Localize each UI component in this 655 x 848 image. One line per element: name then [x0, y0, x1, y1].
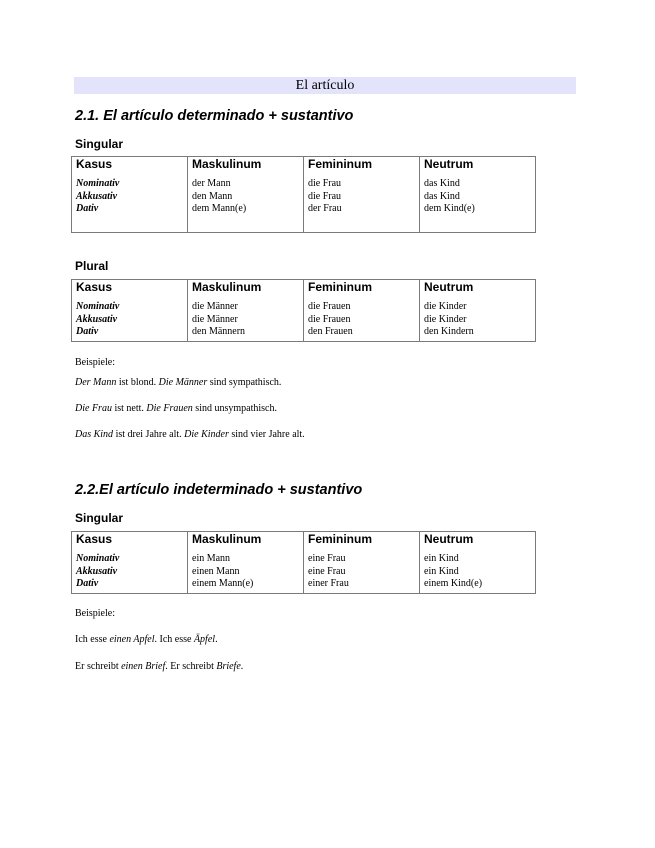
table-cell: eine Frau — [308, 553, 346, 564]
table-cell: den Männern — [192, 326, 246, 337]
neuter-column — [420, 295, 536, 342]
masculine-column — [188, 547, 304, 594]
column-header: Femininum — [304, 532, 420, 548]
masculine-column — [188, 172, 304, 233]
example-sentence — [75, 428, 305, 441]
table-cell: den Frauen — [308, 326, 353, 337]
declension-table — [71, 279, 536, 342]
example-text: ist drei Jahre alt. — [113, 429, 185, 440]
column-header: Neutrum — [420, 280, 536, 296]
table-cell: einen Mann — [192, 565, 240, 577]
example-sentence — [75, 633, 218, 646]
declension-table — [71, 531, 536, 594]
example-emphasis: Äpfel — [193, 634, 216, 645]
example-text: . — [215, 634, 218, 645]
example-text: sind vier Jahre alt. — [228, 429, 305, 440]
column-header: Kasus — [72, 532, 188, 548]
column-header: Maskulinum — [188, 532, 304, 548]
examples-label: Beispiele: — [75, 608, 115, 619]
case-label: Akkusativ — [76, 190, 118, 202]
table-cell: das Kind — [424, 178, 460, 189]
subsection-label: Singular — [75, 511, 124, 525]
table-cell: die Kinder — [424, 301, 467, 312]
example-emphasis: Die Frauen — [146, 403, 193, 414]
case-label: Dativ — [76, 578, 99, 589]
table-cell: die Kinder — [424, 313, 467, 325]
table-cell: die Frauen — [308, 313, 351, 325]
example-text: sind sympathisch. — [207, 377, 282, 388]
example-text: sind unsympathisch. — [192, 403, 277, 414]
table-cell: ein Mann — [192, 553, 231, 564]
case-label: Akkusativ — [76, 313, 118, 325]
example-emphasis: einen Brief — [121, 661, 166, 672]
subsection-label: Singular — [75, 137, 124, 151]
case-label: Akkusativ — [76, 565, 118, 577]
section-heading: 2.2.El artículo indeterminado + sustantivo — [75, 482, 363, 498]
feminine-column — [304, 295, 420, 342]
example-emphasis: Der Mann — [75, 377, 117, 388]
table-cell: der Frau — [308, 203, 342, 214]
declension-table — [71, 156, 536, 233]
example-sentence — [75, 402, 277, 415]
feminine-column — [304, 547, 420, 594]
column-header: Kasus — [72, 280, 188, 296]
column-header: Neutrum — [420, 532, 536, 548]
column-header: Kasus — [72, 157, 188, 173]
example-emphasis: Das Kind — [75, 429, 114, 440]
table-cell: dem Kind(e) — [424, 203, 475, 214]
example-sentence — [75, 660, 243, 673]
example-text: . Er schreibt — [165, 661, 217, 672]
feminine-column — [304, 172, 420, 233]
case-column — [72, 295, 188, 342]
table-cell: ein Kind — [424, 553, 459, 564]
table-cell: eine Frau — [308, 565, 346, 577]
page-title: El artículo — [74, 77, 576, 94]
example-emphasis: einen Apfel — [109, 634, 155, 645]
table-cell: einem Mann(e) — [192, 578, 254, 589]
example-text: Ich esse — [75, 634, 110, 645]
section-heading: 2.1. El artículo determinado + sustantivo — [75, 108, 354, 124]
case-label: Dativ — [76, 203, 99, 214]
example-text: ist blond. — [116, 377, 159, 388]
case-label: Nominativ — [76, 178, 120, 189]
case-column — [72, 547, 188, 594]
example-text: Er schreibt — [75, 661, 122, 672]
example-sentence — [75, 376, 281, 389]
case-column — [72, 172, 188, 233]
example-emphasis: Die Frau — [75, 403, 112, 414]
column-header: Maskulinum — [188, 157, 304, 173]
table-cell: einer Frau — [308, 578, 349, 589]
table-cell: die Frau — [308, 178, 342, 189]
neuter-column — [420, 547, 536, 594]
table-cell: die Frau — [308, 190, 342, 202]
example-text: . — [240, 661, 244, 672]
table-cell: den Kindern — [424, 326, 474, 337]
case-label: Nominativ — [76, 553, 120, 564]
example-emphasis: Die Kinder — [184, 429, 229, 440]
case-label: Dativ — [76, 326, 99, 337]
table-cell: einem Kind(e) — [424, 578, 483, 589]
column-header: Maskulinum — [188, 280, 304, 296]
table-cell: das Kind — [424, 190, 460, 202]
column-header: Femininum — [304, 157, 420, 173]
case-label: Nominativ — [76, 301, 120, 312]
table-cell: dem Mann(e) — [192, 203, 247, 214]
table-cell: der Mann — [192, 178, 231, 189]
example-emphasis: Die Männer — [158, 377, 208, 388]
table-cell: den Mann — [192, 190, 233, 202]
column-header: Femininum — [304, 280, 420, 296]
masculine-column — [188, 295, 304, 342]
table-cell: ein Kind — [424, 565, 459, 577]
example-emphasis: Briefe — [216, 661, 241, 672]
examples-label: Beispiele: — [75, 357, 115, 368]
table-cell: die Frauen — [308, 301, 351, 312]
subsection-label: Plural — [75, 259, 109, 273]
neuter-column — [420, 172, 536, 233]
table-cell: die Männer — [192, 301, 238, 312]
table-cell: die Männer — [192, 313, 238, 325]
column-header: Neutrum — [420, 157, 536, 173]
example-text: . Ich esse — [154, 634, 194, 645]
example-text: ist nett. — [111, 403, 147, 414]
